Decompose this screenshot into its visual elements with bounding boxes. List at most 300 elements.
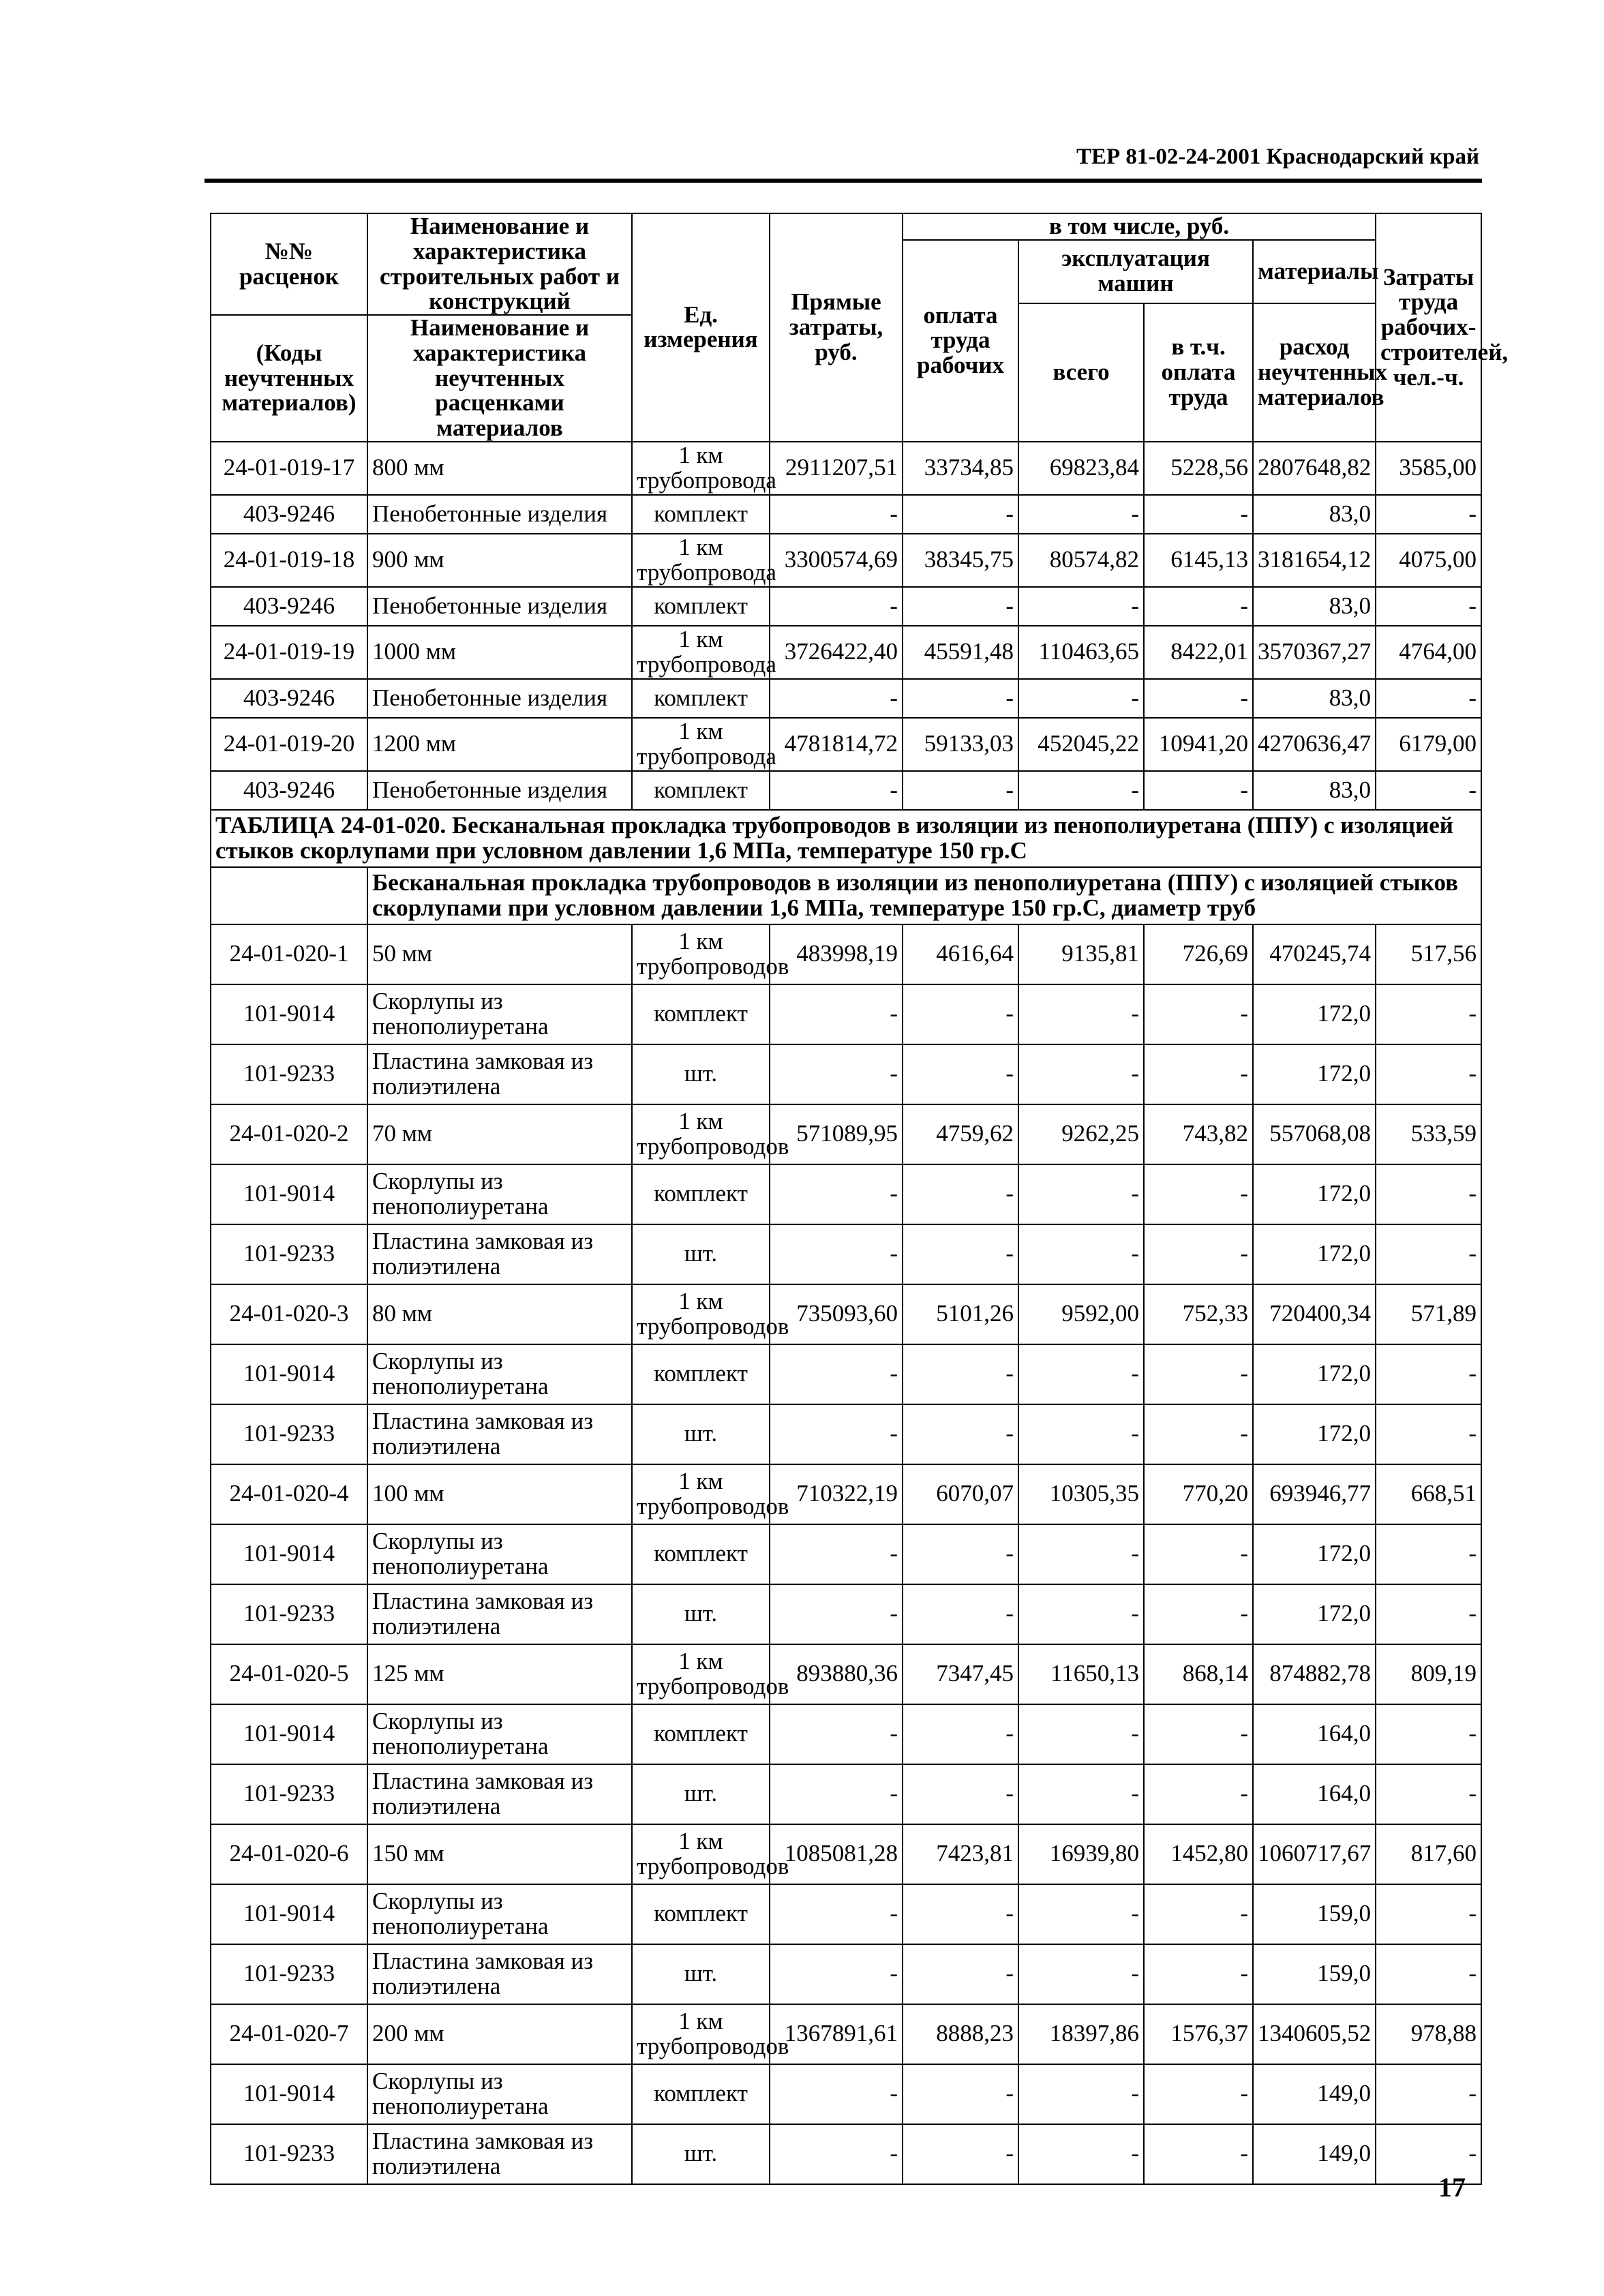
machines-labor-pay: 770,20: [1144, 1464, 1253, 1524]
material-name: Пластина замковая из полиэтилена: [367, 1044, 632, 1104]
labor-pay-dash: -: [903, 587, 1018, 626]
machines-total: 9592,00: [1018, 1284, 1144, 1344]
machines-dash: -: [1018, 1704, 1144, 1764]
header-code-bottom: (Коды неучтенных материалов): [211, 315, 367, 442]
direct-cost: 710322,19: [770, 1464, 903, 1524]
material-code: 403-9246: [211, 587, 367, 626]
machines-labor-pay: 868,14: [1144, 1644, 1253, 1704]
machines-labor-pay: 1576,37: [1144, 2004, 1253, 2064]
material-unit: комплект: [632, 1884, 770, 1944]
labor-dash: -: [1376, 1164, 1481, 1224]
labor-dash: -: [1376, 1764, 1481, 1824]
table-row: [211, 442, 1481, 495]
material-row: [211, 1704, 1481, 1764]
table-caption-row: [211, 810, 1481, 867]
material-name: Скорлупы из пенополиуретана: [367, 1344, 632, 1404]
machines-dash: -: [1018, 1404, 1144, 1464]
machines-labor-pay: 8422,01: [1144, 626, 1253, 679]
material-code: 101-9233: [211, 1584, 367, 1644]
machines-dash: -: [1018, 495, 1144, 534]
labor-dash: -: [1376, 1044, 1481, 1104]
work-name: 125 мм: [367, 1644, 632, 1704]
material-unit: комплект: [632, 771, 770, 810]
material-row: [211, 1884, 1481, 1944]
work-name: 1000 мм: [367, 626, 632, 679]
machines-total: 10305,35: [1018, 1464, 1144, 1524]
machines-dash: -: [1018, 2064, 1144, 2124]
material-code: 101-9014: [211, 1524, 367, 1584]
material-row: [211, 1404, 1481, 1464]
labor-pay-dash: -: [903, 2064, 1018, 2124]
material-row: [211, 1344, 1481, 1404]
labor-dash: -: [1376, 1944, 1481, 2004]
table-row: [211, 1284, 1481, 1344]
materials: 720400,34: [1253, 1284, 1376, 1344]
labor-pay-dash: -: [903, 984, 1018, 1044]
materials: 557068,08: [1253, 1104, 1376, 1164]
material-name: Пенобетонные изделия: [367, 771, 632, 810]
machines-pay-dash: -: [1144, 587, 1253, 626]
machines-labor-pay: 752,33: [1144, 1284, 1253, 1344]
material-unit: шт.: [632, 1584, 770, 1644]
header-materials: материалы: [1253, 240, 1376, 303]
labor-dash: -: [1376, 1584, 1481, 1644]
labor-hours: 978,88: [1376, 2004, 1481, 2064]
labor-hours: 668,51: [1376, 1464, 1481, 1524]
material-quantity: 172,0: [1253, 1404, 1376, 1464]
rate-code: 24-01-020-7: [211, 2004, 367, 2064]
material-code: 403-9246: [211, 771, 367, 810]
machines-dash: -: [1018, 771, 1144, 810]
labor-pay-dash: -: [903, 2124, 1018, 2184]
machines-pay-dash: -: [1144, 2124, 1253, 2184]
direct-cost-dash: -: [770, 2064, 903, 2124]
material-unit: комплект: [632, 1344, 770, 1404]
unit: 1 км трубопровода: [632, 626, 770, 679]
table-row: [211, 534, 1481, 587]
header-including: в том числе, руб.: [903, 213, 1376, 240]
direct-cost-dash: -: [770, 1044, 903, 1104]
rate-code: 24-01-019-19: [211, 626, 367, 679]
material-quantity: 172,0: [1253, 1044, 1376, 1104]
direct-cost-dash: -: [770, 1884, 903, 1944]
labor-pay: 7423,81: [903, 1824, 1018, 1884]
machines-dash: -: [1018, 1944, 1144, 2004]
machines-pay-dash: -: [1144, 1764, 1253, 1824]
material-quantity: 164,0: [1253, 1764, 1376, 1824]
work-name: 1200 мм: [367, 718, 632, 771]
machines-pay-dash: -: [1144, 1404, 1253, 1464]
material-unit: шт.: [632, 1944, 770, 2004]
labor-pay-dash: -: [903, 1524, 1018, 1584]
direct-cost-dash: -: [770, 1764, 903, 1824]
labor-pay: 4759,62: [903, 1104, 1018, 1164]
material-name: Пластина замковая из полиэтилена: [367, 1224, 632, 1284]
machines-total: 9135,81: [1018, 924, 1144, 984]
material-name: Пластина замковая из полиэтилена: [367, 2124, 632, 2184]
labor-dash: -: [1376, 495, 1481, 534]
labor-dash: -: [1376, 587, 1481, 626]
materials: 4270636,47: [1253, 718, 1376, 771]
labor-dash: -: [1376, 2124, 1481, 2184]
rate-code: 24-01-020-1: [211, 924, 367, 984]
header-unit: Ед. измерения: [632, 213, 770, 442]
labor-hours: 809,19: [1376, 1644, 1481, 1704]
material-code: 101-9014: [211, 2064, 367, 2124]
header-labor: Затраты труда рабочих-строителей, чел.-ч.: [1376, 213, 1481, 442]
material-unit: шт.: [632, 1404, 770, 1464]
materials: 874882,78: [1253, 1644, 1376, 1704]
labor-pay-dash: -: [903, 1044, 1018, 1104]
material-row: [211, 1224, 1481, 1284]
material-row: [211, 2064, 1481, 2124]
material-code: 101-9014: [211, 1344, 367, 1404]
material-code: 101-9014: [211, 1704, 367, 1764]
material-quantity: 172,0: [1253, 1224, 1376, 1284]
rate-code: 24-01-019-18: [211, 534, 367, 587]
rate-code: 24-01-020-6: [211, 1824, 367, 1884]
direct-cost-dash: -: [770, 1224, 903, 1284]
machines-dash: -: [1018, 984, 1144, 1044]
work-name: 150 мм: [367, 1824, 632, 1884]
material-quantity: 159,0: [1253, 1944, 1376, 2004]
table-row: [211, 626, 1481, 679]
materials: 3570367,27: [1253, 626, 1376, 679]
material-name: Скорлупы из пенополиуретана: [367, 2064, 632, 2124]
machines-dash: -: [1018, 1344, 1144, 1404]
machines-dash: -: [1018, 1764, 1144, 1824]
direct-cost: 1085081,28: [770, 1824, 903, 1884]
machines-pay-dash: -: [1144, 1884, 1253, 1944]
labor-hours: 4764,00: [1376, 626, 1481, 679]
labor-dash: -: [1376, 1404, 1481, 1464]
labor-dash: -: [1376, 679, 1481, 718]
table-row: [211, 1644, 1481, 1704]
page-number: 17: [1438, 2172, 1466, 2203]
work-name: 70 мм: [367, 1104, 632, 1164]
labor-hours: 3585,00: [1376, 442, 1481, 495]
labor-pay-dash: -: [903, 1224, 1018, 1284]
header-row: [211, 213, 1481, 240]
machines-pay-dash: -: [1144, 1704, 1253, 1764]
labor-hours: 4075,00: [1376, 534, 1481, 587]
machines-pay-dash: -: [1144, 2064, 1253, 2124]
labor-pay: 8888,23: [903, 2004, 1018, 2064]
labor-dash: -: [1376, 1524, 1481, 1584]
material-unit: комплект: [632, 587, 770, 626]
material-code: 101-9233: [211, 1224, 367, 1284]
table-row: [211, 2004, 1481, 2064]
material-unit: шт.: [632, 1224, 770, 1284]
material-code: 101-9233: [211, 2124, 367, 2184]
work-name: 800 мм: [367, 442, 632, 495]
materials: 1060717,67: [1253, 1824, 1376, 1884]
header-code-top: №№ расценок: [211, 213, 367, 315]
direct-cost-dash: -: [770, 495, 903, 534]
material-name: Скорлупы из пенополиуретана: [367, 1164, 632, 1224]
material-row: [211, 771, 1481, 810]
subtitle-spacer: [211, 867, 367, 924]
machines-total: 11650,13: [1018, 1644, 1144, 1704]
material-quantity: 172,0: [1253, 984, 1376, 1044]
machines-total: 69823,84: [1018, 442, 1144, 495]
direct-cost: 1367891,61: [770, 2004, 903, 2064]
material-unit: шт.: [632, 2124, 770, 2184]
material-row: [211, 1584, 1481, 1644]
unit: 1 км трубопроводов: [632, 1104, 770, 1164]
direct-cost-dash: -: [770, 679, 903, 718]
material-row: [211, 1524, 1481, 1584]
labor-hours: 6179,00: [1376, 718, 1481, 771]
labor-pay-dash: -: [903, 1764, 1018, 1824]
document-header: ТЕР 81-02-24-2001 Краснодарский край: [1076, 145, 1479, 169]
rate-code: 24-01-020-5: [211, 1644, 367, 1704]
materials: 1340605,52: [1253, 2004, 1376, 2064]
unit: 1 км трубопроводов: [632, 1644, 770, 1704]
material-quantity: 149,0: [1253, 2124, 1376, 2184]
material-quantity: 83,0: [1253, 771, 1376, 810]
labor-dash: -: [1376, 1224, 1481, 1284]
direct-cost-dash: -: [770, 984, 903, 1044]
machines-labor-pay: 6145,13: [1144, 534, 1253, 587]
labor-pay: 33734,85: [903, 442, 1018, 495]
rates-table: [210, 213, 1509, 2185]
direct-cost: 571089,95: [770, 1104, 903, 1164]
material-code: 403-9246: [211, 495, 367, 534]
rate-code: 24-01-020-3: [211, 1284, 367, 1344]
machines-pay-dash: -: [1144, 1944, 1253, 2004]
machines-pay-dash: -: [1144, 1164, 1253, 1224]
machines-pay-dash: -: [1144, 1344, 1253, 1404]
material-quantity: 164,0: [1253, 1704, 1376, 1764]
unit: 1 км трубопроводов: [632, 924, 770, 984]
direct-cost: 3726422,40: [770, 626, 903, 679]
machines-labor-pay: 726,69: [1144, 924, 1253, 984]
unit: 1 км трубопроводов: [632, 1824, 770, 1884]
materials: 3181654,12: [1253, 534, 1376, 587]
labor-pay: 59133,03: [903, 718, 1018, 771]
labor-dash: -: [1376, 1704, 1481, 1764]
machines-total: 80574,82: [1018, 534, 1144, 587]
materials: 2807648,82: [1253, 442, 1376, 495]
machines-labor-pay: 1452,80: [1144, 1824, 1253, 1884]
material-unit: комплект: [632, 495, 770, 534]
machines-pay-dash: -: [1144, 679, 1253, 718]
material-code: 101-9014: [211, 984, 367, 1044]
header-labor-pay: оплата труда рабочих: [903, 240, 1018, 442]
unit: 1 км трубопроводов: [632, 1284, 770, 1344]
labor-pay-dash: -: [903, 1884, 1018, 1944]
material-unit: комплект: [632, 679, 770, 718]
machines-total: 110463,65: [1018, 626, 1144, 679]
material-name: Пластина замковая из полиэтилена: [367, 1764, 632, 1824]
material-quantity: 159,0: [1253, 1884, 1376, 1944]
machines-pay-dash: -: [1144, 1224, 1253, 1284]
machines-dash: -: [1018, 1224, 1144, 1284]
direct-cost: 483998,19: [770, 924, 903, 984]
labor-pay-dash: -: [903, 679, 1018, 718]
material-row: [211, 1764, 1481, 1824]
table-subtitle: Бесканальная прокладка трубопроводов в изоляции из пенополиуретана (ППУ) с изоляцией стыков скорлупами при условном давлении 1,6 МПа, температуре 150 гр.С, диаметр труб: [367, 867, 1481, 924]
material-row: [211, 984, 1481, 1044]
labor-pay-dash: -: [903, 1404, 1018, 1464]
material-row: [211, 679, 1481, 718]
material-name: Скорлупы из пенополиуретана: [367, 1884, 632, 1944]
material-code: 101-9014: [211, 1164, 367, 1224]
direct-cost-dash: -: [770, 771, 903, 810]
material-name: Скорлупы из пенополиуретана: [367, 984, 632, 1044]
labor-pay: 6070,07: [903, 1464, 1018, 1524]
material-code: 101-9014: [211, 1884, 367, 1944]
material-row: [211, 1944, 1481, 2004]
labor-hours: 517,56: [1376, 924, 1481, 984]
material-name: Пластина замковая из полиэтилена: [367, 1584, 632, 1644]
material-code: 101-9233: [211, 1764, 367, 1824]
work-name: 100 мм: [367, 1464, 632, 1524]
material-quantity: 172,0: [1253, 1524, 1376, 1584]
labor-dash: -: [1376, 771, 1481, 810]
labor-pay-dash: -: [903, 495, 1018, 534]
material-code: 101-9233: [211, 1404, 367, 1464]
header-rule: [205, 179, 1482, 183]
material-quantity: 83,0: [1253, 679, 1376, 718]
material-row: [211, 1164, 1481, 1224]
material-unit: комплект: [632, 2064, 770, 2124]
labor-pay: 45591,48: [903, 626, 1018, 679]
labor-pay-dash: -: [903, 1584, 1018, 1644]
machines-total: 452045,22: [1018, 718, 1144, 771]
material-unit: комплект: [632, 1704, 770, 1764]
material-unit: шт.: [632, 1764, 770, 1824]
material-code: 101-9233: [211, 1044, 367, 1104]
machines-dash: -: [1018, 1524, 1144, 1584]
labor-pay-dash: -: [903, 1344, 1018, 1404]
machines-labor-pay: 743,82: [1144, 1104, 1253, 1164]
direct-cost-dash: -: [770, 1164, 903, 1224]
material-quantity: 172,0: [1253, 1584, 1376, 1644]
material-name: Пенобетонные изделия: [367, 679, 632, 718]
material-quantity: 172,0: [1253, 1164, 1376, 1224]
labor-pay-dash: -: [903, 771, 1018, 810]
work-name: 900 мм: [367, 534, 632, 587]
table-body: [211, 213, 1509, 2184]
material-row: [211, 1044, 1481, 1104]
header-direct: Прямые затраты, руб.: [770, 213, 903, 442]
machines-total: 16939,80: [1018, 1824, 1144, 1884]
work-name: 50 мм: [367, 924, 632, 984]
machines-dash: -: [1018, 1164, 1144, 1224]
rate-code: 24-01-020-4: [211, 1464, 367, 1524]
material-quantity: 83,0: [1253, 587, 1376, 626]
table-row: [211, 1464, 1481, 1524]
header-materials-sub: расход неучтенных материалов: [1253, 303, 1376, 442]
labor-pay: 7347,45: [903, 1644, 1018, 1704]
machines-pay-dash: -: [1144, 1584, 1253, 1644]
direct-cost-dash: -: [770, 587, 903, 626]
machines-pay-dash: -: [1144, 771, 1253, 810]
rate-code: 24-01-019-17: [211, 442, 367, 495]
direct-cost: 3300574,69: [770, 534, 903, 587]
labor-pay: 38345,75: [903, 534, 1018, 587]
machines-dash: -: [1018, 2124, 1144, 2184]
header-name-bottom: Наименование и характеристика неучтенных расценками материалов: [367, 315, 632, 442]
direct-cost: 2911207,51: [770, 442, 903, 495]
table-row: [211, 718, 1481, 771]
labor-dash: -: [1376, 1344, 1481, 1404]
header-machines: эксплуатация машин: [1018, 240, 1253, 303]
machines-dash: -: [1018, 1044, 1144, 1104]
unit: 1 км трубопровода: [632, 718, 770, 771]
direct-cost-dash: -: [770, 1344, 903, 1404]
labor-hours: 533,59: [1376, 1104, 1481, 1164]
labor-pay-dash: -: [903, 1164, 1018, 1224]
machines-pay-dash: -: [1144, 1524, 1253, 1584]
direct-cost-dash: -: [770, 2124, 903, 2184]
work-name: 80 мм: [367, 1284, 632, 1344]
header-machines-total: всего: [1018, 303, 1144, 442]
material-name: Скорлупы из пенополиуретана: [367, 1524, 632, 1584]
material-row: [211, 495, 1481, 534]
labor-pay-dash: -: [903, 1944, 1018, 2004]
material-row: [211, 2124, 1481, 2184]
materials: 693946,77: [1253, 1464, 1376, 1524]
unit: 1 км трубопроводов: [632, 1464, 770, 1524]
work-name: 200 мм: [367, 2004, 632, 2064]
material-name: Пластина замковая из полиэтилена: [367, 1944, 632, 2004]
machines-dash: -: [1018, 679, 1144, 718]
machines-total: 18397,86: [1018, 2004, 1144, 2064]
material-name: Скорлупы из пенополиуретана: [367, 1704, 632, 1764]
rate-code: 24-01-020-2: [211, 1104, 367, 1164]
table-row: [211, 1104, 1481, 1164]
machines-labor-pay: 5228,56: [1144, 442, 1253, 495]
header-name-top: Наименование и характеристика строительных работ и конструкций: [367, 213, 632, 315]
labor-dash: -: [1376, 2064, 1481, 2124]
header-machines-incl: в т.ч. оплата труда: [1144, 303, 1253, 442]
material-code: 101-9233: [211, 1944, 367, 2004]
labor-pay-dash: -: [903, 1704, 1018, 1764]
material-row: [211, 587, 1481, 626]
machines-pay-dash: -: [1144, 984, 1253, 1044]
table-row: [211, 1824, 1481, 1884]
direct-cost: 735093,60: [770, 1284, 903, 1344]
material-name: Пенобетонные изделия: [367, 495, 632, 534]
table-subtitle-row: [211, 867, 1481, 924]
material-unit: комплект: [632, 1524, 770, 1584]
labor-hours: 571,89: [1376, 1284, 1481, 1344]
labor-pay: 5101,26: [903, 1284, 1018, 1344]
table-caption: ТАБЛИЦА 24-01-020. Бесканальная прокладка трубопроводов в изоляции из пенополиуретана (ППУ) с изоляцией стыков скорлупами при условном давлении 1,6 МПа, температуре 150 гр.С: [211, 810, 1481, 867]
direct-cost-dash: -: [770, 1404, 903, 1464]
labor-pay: 4616,64: [903, 924, 1018, 984]
material-unit: комплект: [632, 1164, 770, 1224]
material-quantity: 172,0: [1253, 1344, 1376, 1404]
machines-total: 9262,25: [1018, 1104, 1144, 1164]
machines-dash: -: [1018, 1884, 1144, 1944]
machines-labor-pay: 10941,20: [1144, 718, 1253, 771]
rate-code: 24-01-019-20: [211, 718, 367, 771]
material-name: Пластина замковая из полиэтилена: [367, 1404, 632, 1464]
material-name: Пенобетонные изделия: [367, 587, 632, 626]
material-code: 403-9246: [211, 679, 367, 718]
machines-dash: -: [1018, 1584, 1144, 1644]
unit: 1 км трубопроводов: [632, 2004, 770, 2064]
table-row: [211, 924, 1481, 984]
material-unit: комплект: [632, 984, 770, 1044]
direct-cost-dash: -: [770, 1944, 903, 2004]
machines-dash: -: [1018, 587, 1144, 626]
material-quantity: 149,0: [1253, 2064, 1376, 2124]
